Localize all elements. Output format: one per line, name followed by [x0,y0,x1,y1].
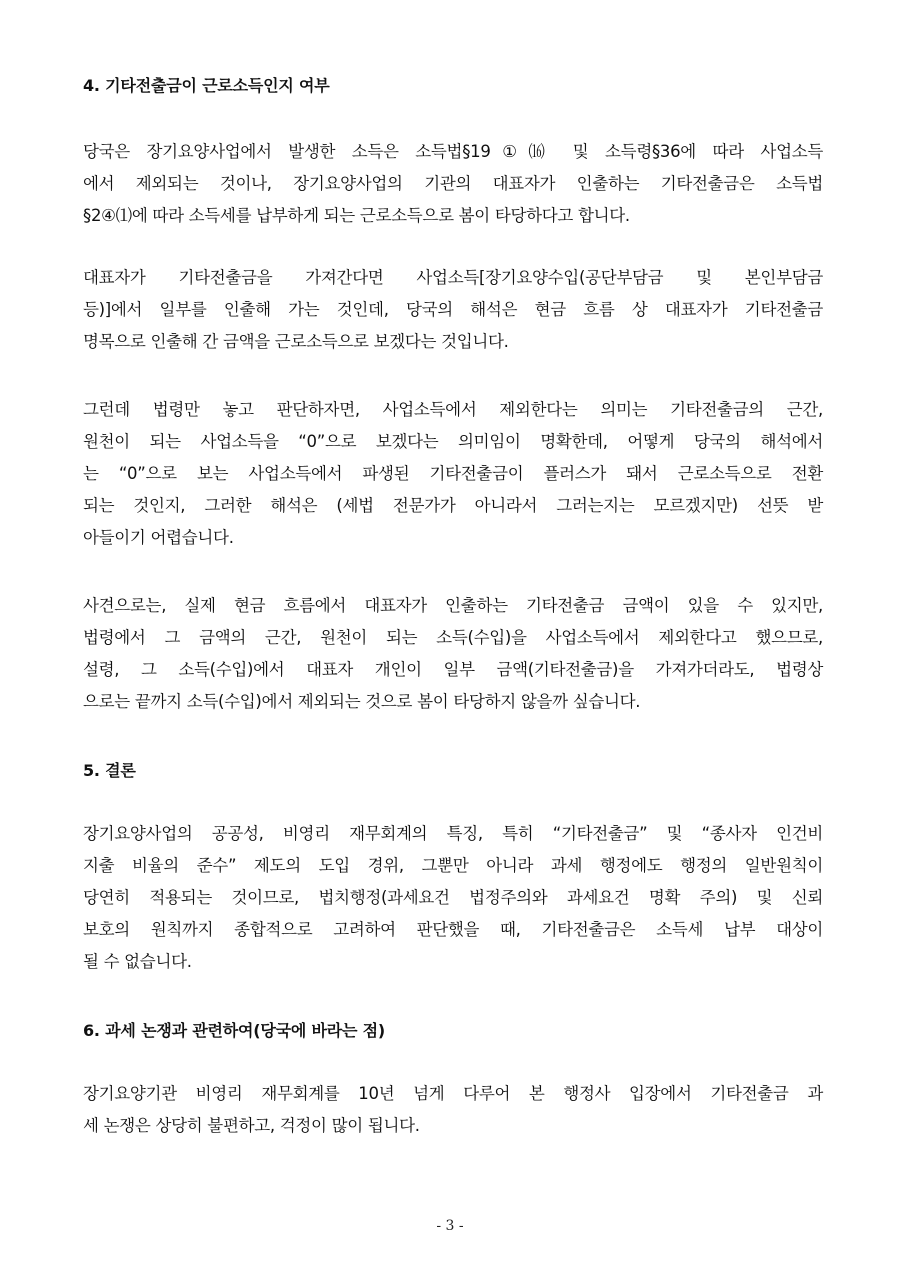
text-line: 당연히 적용되는 것이므로, 법치행정(과세요건 법정주의와 과세요건 명확 주의) 및 신뢰 [83,888,823,907]
section-4-paragraph-4 [83,590,823,718]
text-line: 될 수 없습니다. [83,952,192,971]
text-line: 되는 것인지, 그러한 해석은 (세법 전문가가 아니라서 그러는지는 모르겠지만) 선뜻 받 [83,496,823,515]
text-line: 장기요양사업의 공공성, 비영리 재무회계의 특징, 특히 “기타전출금” 및 “종사자 인건비 [83,824,823,843]
section-6-heading: 6. 과세 논쟁과 관련하여(당국에 바라는 점) [83,1021,385,1040]
text-line: §2④⑴에 따라 소득세를 납부하게 되는 근로소득으로 봄이 타당하다고 합니다. [83,206,630,225]
text-line: 에서 제외되는 것이나, 장기요양사업의 기관의 대표자가 인출하는 기타전출금은 소득법 [83,174,823,193]
text-line: 세 논쟁은 상당히 불편하고, 걱정이 많이 됩니다. [83,1116,420,1135]
text-line: 지출 비율의 준수” 제도의 도입 경위, 그뿐만 아니라 과세 행정에도 행정의 일반원칙이 [83,856,823,875]
text-line: 명목으로 인출해 간 금액을 근로소득으로 보겠다는 것입니다. [83,332,509,351]
text-line: 보호의 원칙까지 종합적으로 고려하여 판단했을 때, 기타전출금은 소득세 납부 대상이 [83,920,823,939]
text-line: 장기요양기관 비영리 재무회계를 10년 넘게 다루어 본 행정사 입장에서 기타전출금 과 [83,1084,823,1103]
text-line: 사견으로는, 실제 현금 흐름에서 대표자가 인출하는 기타전출금 금액이 있을 수 있지만, [83,596,823,615]
page-number: - 3 - [436,1218,464,1234]
text-line: 으로는 끝까지 소득(수입)에서 제외되는 것으로 봄이 타당하지 않을까 싶습니다. [83,692,641,711]
section-5-heading: 5. 결론 [83,761,136,780]
section-4-paragraph-2 [83,262,823,358]
text-line: 아들이기 어렵습니다. [83,528,234,547]
section-5-paragraph-1 [83,818,823,978]
section-4-paragraph-1 [83,136,823,232]
text-line: 그런데 법령만 놓고 판단하자면, 사업소득에서 제외한다는 의미는 기타전출금의 근간, [83,400,823,419]
section-6-paragraph-1 [83,1078,823,1142]
text-line: 당국은 장기요양사업에서 발생한 소득은 소득법§19①⒃ 및 소득령§36에 따라 사업소득 [83,142,823,161]
text-line: 등)]에서 일부를 인출해 가는 것인데, 당국의 해석은 현금 흐름 상 대표자가 기타전출금 [83,300,823,319]
text-line: 법령에서 그 금액의 근간, 원천이 되는 소득(수입)을 사업소득에서 제외한다고 했으므로, [83,628,823,647]
text-line: 원천이 되는 사업소득을 “0”으로 보겠다는 의미임이 명확한데, 어떻게 당국의 해석에서 [83,432,823,451]
section-4-paragraph-3 [83,394,823,554]
text-line: 설령, 그 소득(수입)에서 대표자 개인이 일부 금액(기타전출금)을 가져가더라도, 법령상 [83,660,823,679]
section-4-heading: 4. 기타전출금이 근로소득인지 여부 [83,76,330,95]
text-line: 대표자가 기타전출금을 가져간다면 사업소득[장기요양수입(공단부담금 및 본인부담금 [83,268,823,287]
text-line: 는 “0”으로 보는 사업소득에서 파생된 기타전출금이 플러스가 돼서 근로소득으로 전환 [83,464,823,483]
